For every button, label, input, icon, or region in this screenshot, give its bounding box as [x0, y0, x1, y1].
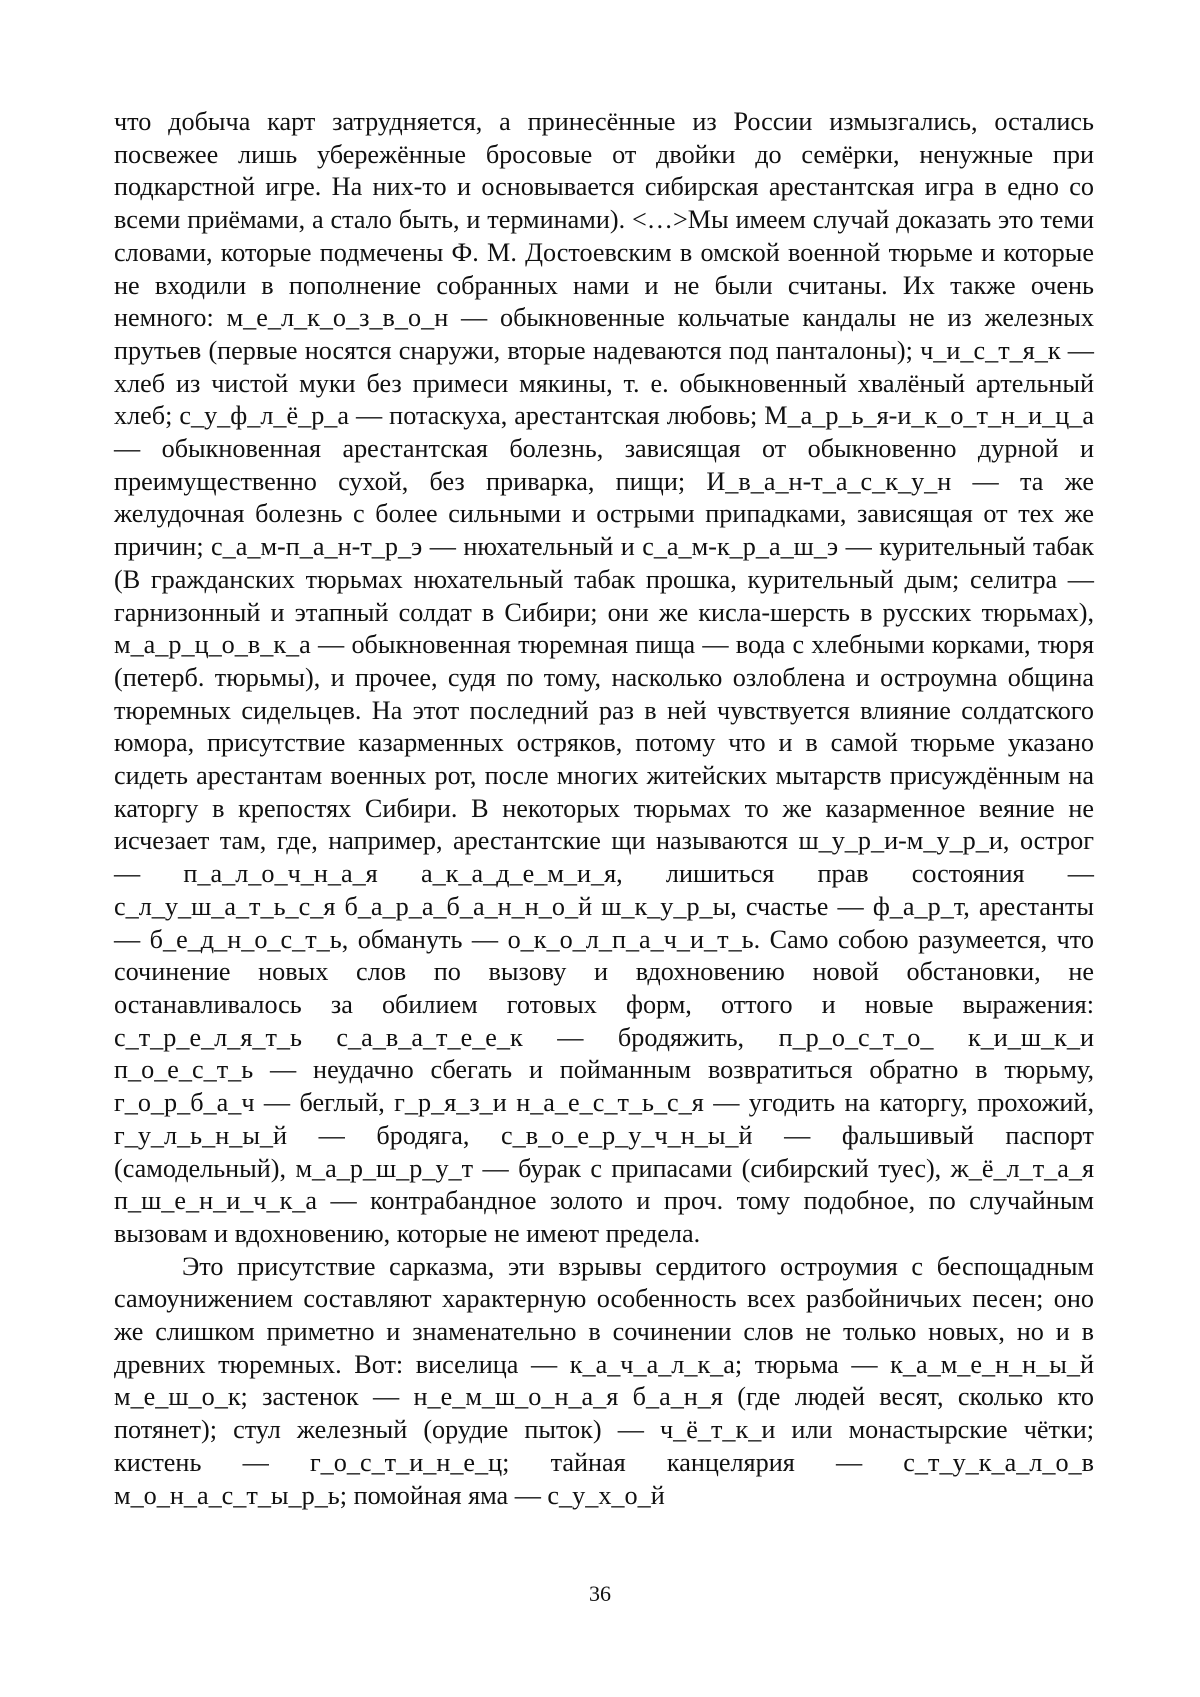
- page-number: 36: [589, 1581, 611, 1606]
- body-text: [114, 106, 1094, 1512]
- paragraph-1: что добыча карт затрудняется, а принесённые из России измызгались, остались посвежее лишь убережённые бросовые от двойки до семёрки, ненужные при подкарстной игре. На них-то и основывается сибирская арестантская игра в едно со всеми приёмами, а стало быть, и терминами). <…>Мы имеем случай доказать это теми словами, которые подмечены Ф. М. Достоевским в омской военной тюрьме и которые не входили в пополнение собранных нами и не были считаны. Их также очень немного: м_е_л_к_о_з_в_о_н — обыкновенные кольчатые кандалы не из железных прутьев (первые носятся снаружи, вторые надеваются под панталоны); ч_и_с_т_я_к — хлеб из чистой муки без примеси мякины, т. е. обыкновенный хвалёный артельный хлеб; с_у_ф_л_ё_р_а — потаскуха, арестантская любовь; М_а_р_ь_я-и_к_о_т_н_и_ц_а — обыкновенная арестантская болезнь, зависящая от обыкновенно дурной и преимущественно сухой, без приварка, пищи; И_в_а_н-т_а_с_к_у_н — та же желудочная болезнь с более сильными и острыми припадками, зависящая от тех же причин; с_а_м-п_а_н-т_р_э — нюхательный и с_а_м-к_р_а_ш_э — курительный табак (В гражданских тюрьмах нюхательный табак прошка, курительный дым; селитра — гарнизонный и этапный солдат в Сибири; они же кисла-шерсть в русских тюрьмах), м_а_р_ц_о_в_к_а — обыкновенная тюремная пища — вода с хлебными корками, тюря (петерб. тюрьмы), и прочее, судя по тому, насколько озлоблена и остроумна община тюремных сидельцев. На этот последний раз в ней чувствуется влияние солдатского юмора, присутствие казарменных остряков, потому что и в самой тюрьме указано сидеть арестантам военных рот, после многих житейских мытарств присуждённым на каторгу в крепостях Сибири. В некоторых тюрьмах то же казарменное веяние не исчезает там, где, например, арестантские щи называются ш_у_р_и-м_у_р_и, острог — п_а_л_о_ч_н_а_я а_к_а_д_е_м_и_я, лишиться прав состояния — с_л_у_ш_а_т_ь_с_я б_а_р_а_б_а_н_н_о_й ш_к_у_р_ы, счастье — ф_а_р_т, арестанты — б_е_д_н_о_с_т_ь, обмануть — о_к_о_л_п_а_ч_и_т_ь. Само собою разумеется, что сочинение новых слов по вызову и вдохновению новой обстановки, не останавливалось за обилием готовых форм, оттого и новые выражения: с_т_р_е_л_я_т_ь с_а_в_а_т_е_е_к — бродяжить, п_р_о_с_т_о_ к_и_ш_к_и п_о_е_с_т_ь — неудачно сбегать и пойманным возвратиться обратно в тюрьму, г_о_р_б_а_ч — беглый, г_р_я_з_и н_а_е_с_т_ь_с_я — угодить на каторгу, прохожий, г_у_л_ь_н_ы_й — бродяга, с_в_о_е_р_у_ч_н_ы_й — фальшивый паспорт (самодельный), м_а_р_ш_р_у_т — бурак с припасами (сибирский туес), ж_ё_л_т_а_я п_ш_е_н_и_ч_к_а — контрабандное золото и проч. тому подобное, по случайным вызовам и вдохновению, которые не имеют предела.: [114, 107, 1094, 1248]
- paragraph-2: Это присутствие сарказма, эти взрывы сердитого остроумия с беспощадным самоунижением составляют характерную особенность всех разбойничьих песен; оно же слишком приметно и знаменательно в сочинении слов не только новых, но и в древних тюремных. Вот: виселица — к_а_ч_а_л_к_а; тюрьма — к_а_м_е_н_н_ы_й м_е_ш_о_к; застенок — н_е_м_ш_о_н_а_я б_а_н_я (где людей весят, сколько кто потянет); стул железный (орудие пыток) — ч_ё_т_к_и или монастырские чётки; кистень — г_о_с_т_и_н_е_ц; тайная канцелярия — с_т_у_к_а_л_о_в м_о_н_а_с_т_ы_р_ь; помойная яма — с_у_х_о_й: [114, 1251, 1094, 1510]
